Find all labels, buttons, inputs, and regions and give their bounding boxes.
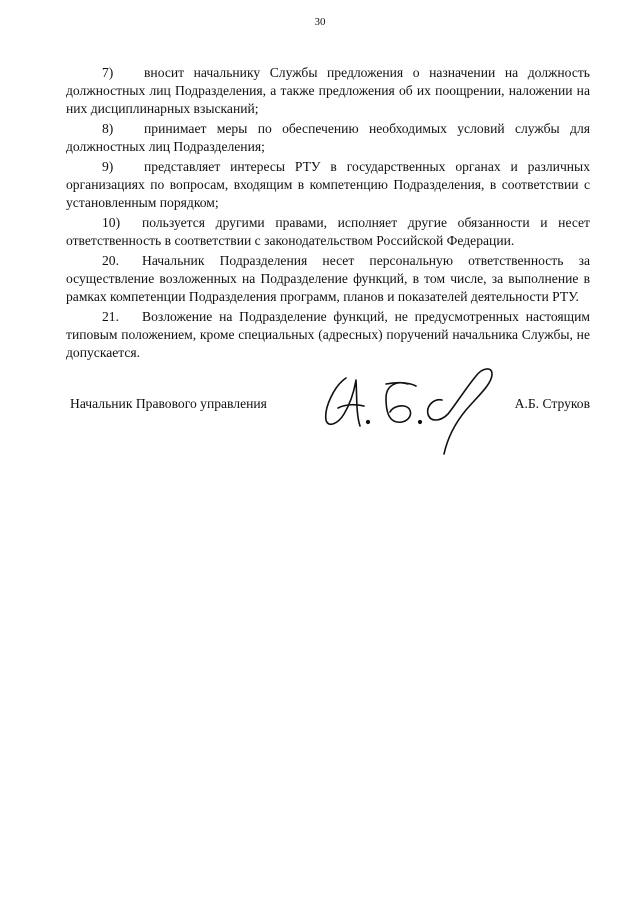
paragraph-number: 9) bbox=[102, 159, 114, 174]
paragraph-item-9 bbox=[66, 158, 590, 212]
paragraph-text: вносит начальнику Службы предложения о назначении на должность должностных лиц Подразделения, а также предложения об их поощрении, наложении на них дисциплинарных взысканий; bbox=[66, 65, 590, 116]
paragraph-number: 21. bbox=[102, 309, 119, 324]
signer-name: А.Б. Струков bbox=[514, 396, 590, 411]
paragraph-section-20 bbox=[66, 252, 590, 306]
paragraph-item-10 bbox=[66, 214, 590, 250]
paragraph-number: 10) bbox=[102, 215, 121, 230]
paragraph-number: 20. bbox=[102, 253, 119, 268]
handwritten-signature bbox=[316, 356, 512, 462]
page-number: 30 bbox=[314, 16, 326, 28]
paragraph-number: 8) bbox=[102, 121, 114, 136]
paragraph-text: представляет интересы РТУ в государственных органах и различных организациях по вопросам, входящим в компетенцию Подразделения, в соответствии с установленным порядком; bbox=[66, 159, 590, 210]
paragraph-section-21 bbox=[66, 308, 590, 362]
paragraph-item-7 bbox=[66, 64, 590, 118]
signer-title: Начальник Правового управления bbox=[70, 396, 267, 411]
paragraph-text: пользуется другими правами, исполняет другие обязанности и несет ответственность в соответствии с законодательством Российской Федерации. bbox=[66, 215, 590, 248]
paragraph-item-8 bbox=[66, 120, 590, 156]
paragraph-text: принимает меры по обеспечению необходимых условий службы для должностных лиц Подразделения; bbox=[66, 121, 590, 154]
document-body bbox=[66, 64, 590, 364]
paragraph-number: 7) bbox=[102, 65, 114, 80]
paragraph-text: Начальник Подразделения несет персональную ответственность за осуществление возложенных на Подразделение функций, в том числе, за выполнение в рамках компетенции Подразделения программ, планов и показателей деятельности РТУ. bbox=[66, 253, 590, 304]
paragraph-text: Возложение на Подразделение функций, не предусмотренных настоящим типовым положением, кроме специальных (адресных) поручений начальника Службы, не допускается. bbox=[66, 309, 590, 360]
